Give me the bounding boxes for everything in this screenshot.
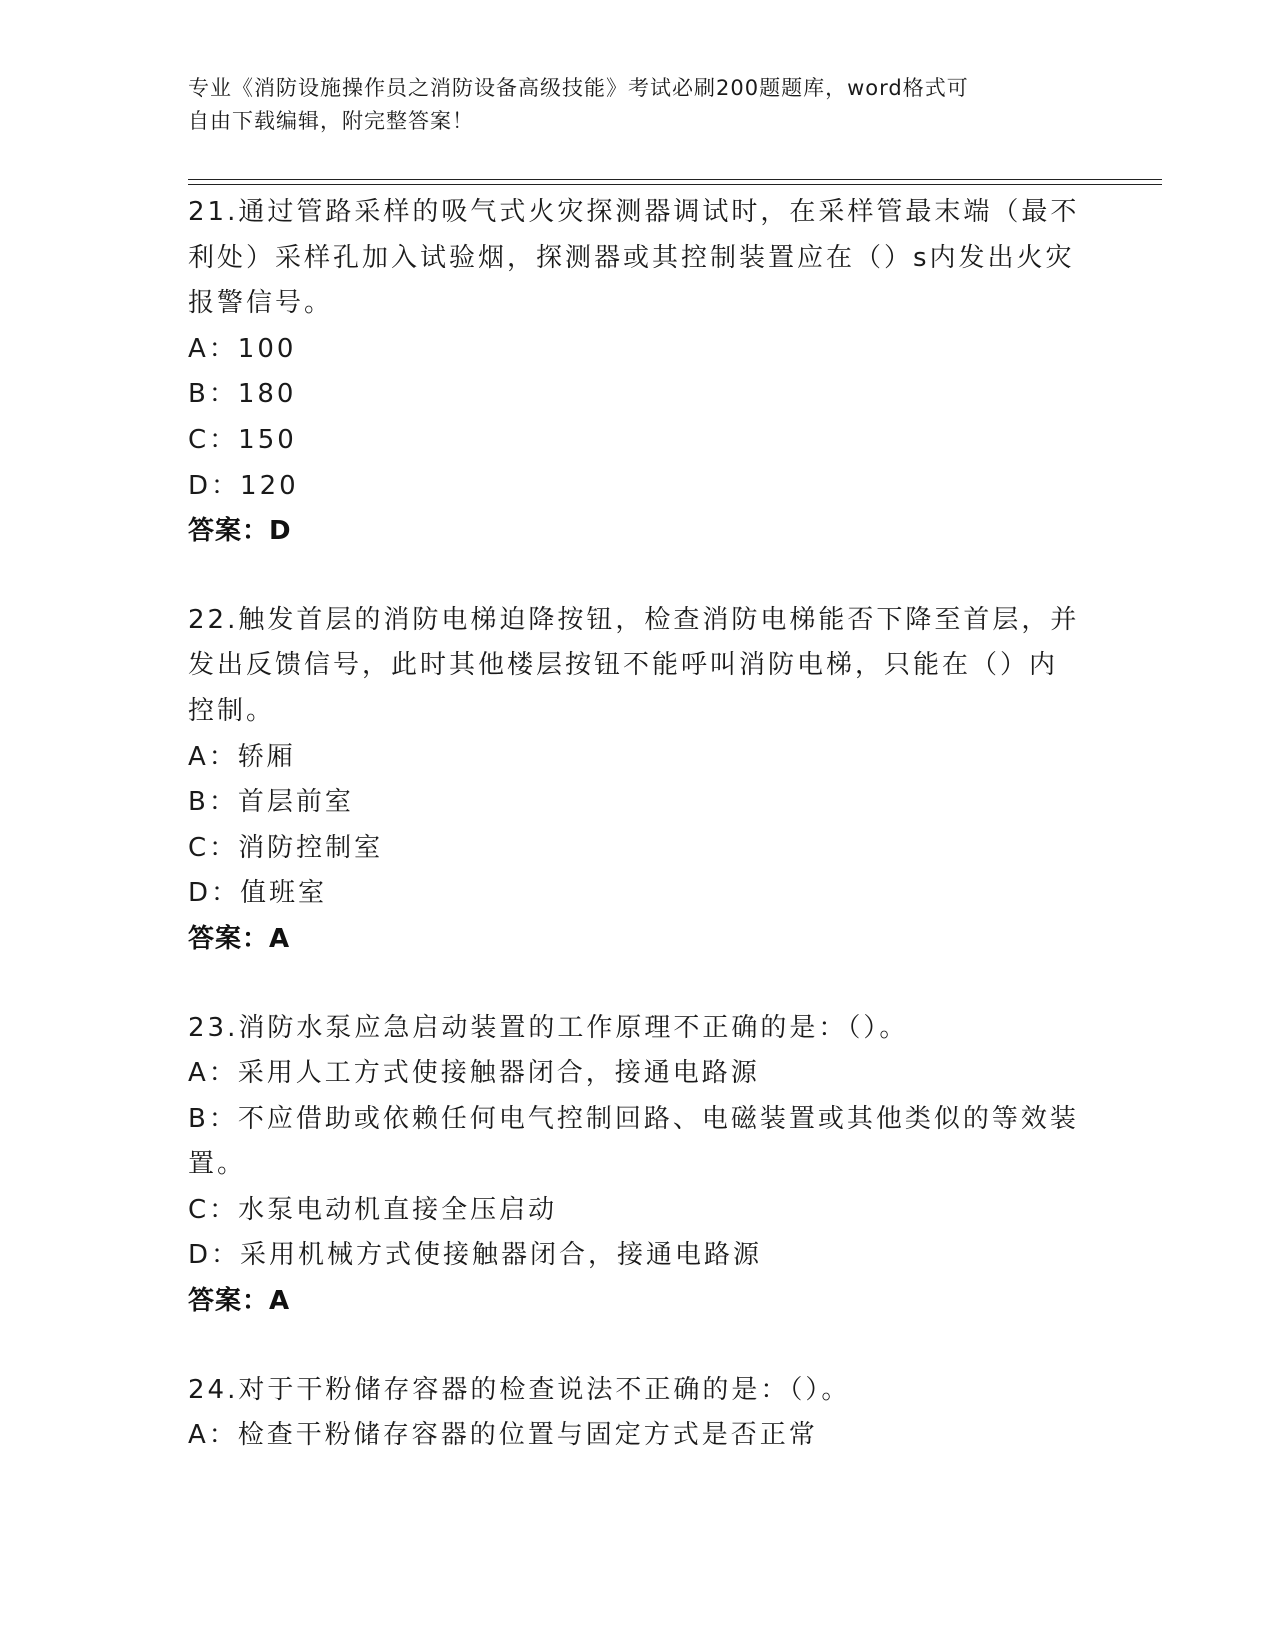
question-block [188,598,1088,963]
question-stem-line: 利处）采样孔加入试验烟，探测器或其控制装置应在（）s内发出火灾 [188,242,1075,273]
answer-option: D：采用机械方式使接触器闭合，接通电路源 [188,1240,763,1271]
correct-answer: 答案：A [188,1286,291,1317]
question-stem-line: 21.通过管路采样的吸气式火灾探测器调试时，在采样管最末端（最不 [188,197,1080,227]
answer-option: A：100 [188,333,297,364]
header-divider-bottom [188,184,1162,185]
question-stem-line: 报警信号。 [188,288,334,319]
answer-option: D：120 [188,470,299,501]
answer-option: A：采用人工方式使接触器闭合，接通电路源 [188,1058,760,1089]
question-stem-line: 控制。 [188,695,276,726]
answer-option: D：值班室 [188,878,328,909]
question-list [188,190,1088,1459]
answer-option: A：检查干粉储存容器的位置与固定方式是否正常 [188,1420,818,1451]
question-block [188,1006,1088,1325]
header-line-2: 自由下载编辑，附完整答案！ [188,109,474,133]
answer-option: C：消防控制室 [188,832,384,863]
question-block [188,1368,1088,1459]
correct-answer: 答案：D [188,516,292,547]
document-header [188,72,1088,138]
answer-option: C：水泵电动机直接全压启动 [188,1194,558,1225]
question-stem-line: 23.消防水泵应急启动装置的工作原理不正确的是：（）。 [188,1012,909,1043]
answer-option: B：不应借助或依赖任何电气控制回路、电磁装置或其他类似的等效装 [188,1103,1079,1134]
question-block [188,190,1088,555]
answer-option: 置。 [188,1149,247,1180]
answer-option: C：150 [188,424,297,455]
header-divider-top [188,179,1162,180]
question-stem-line: 24.对于干粉储存容器的检查说法不正确的是：（）。 [188,1374,851,1405]
question-stem-line: 发出反馈信号，此时其他楼层按钮不能呼叫消防电梯，只能在（）内 [188,650,1059,681]
answer-option: B：首层前室 [188,787,354,818]
question-stem-line: 22.触发首层的消防电梯迫降按钮，检查消防电梯能否下降至首层，并 [188,604,1080,635]
answer-option: B：180 [188,379,297,410]
header-line-1: 专业《消防设施操作员之消防设备高级技能》考试必刷200题题库，word格式可 [188,76,969,100]
answer-option: A：轿厢 [188,741,296,772]
correct-answer: 答案：A [188,923,291,954]
